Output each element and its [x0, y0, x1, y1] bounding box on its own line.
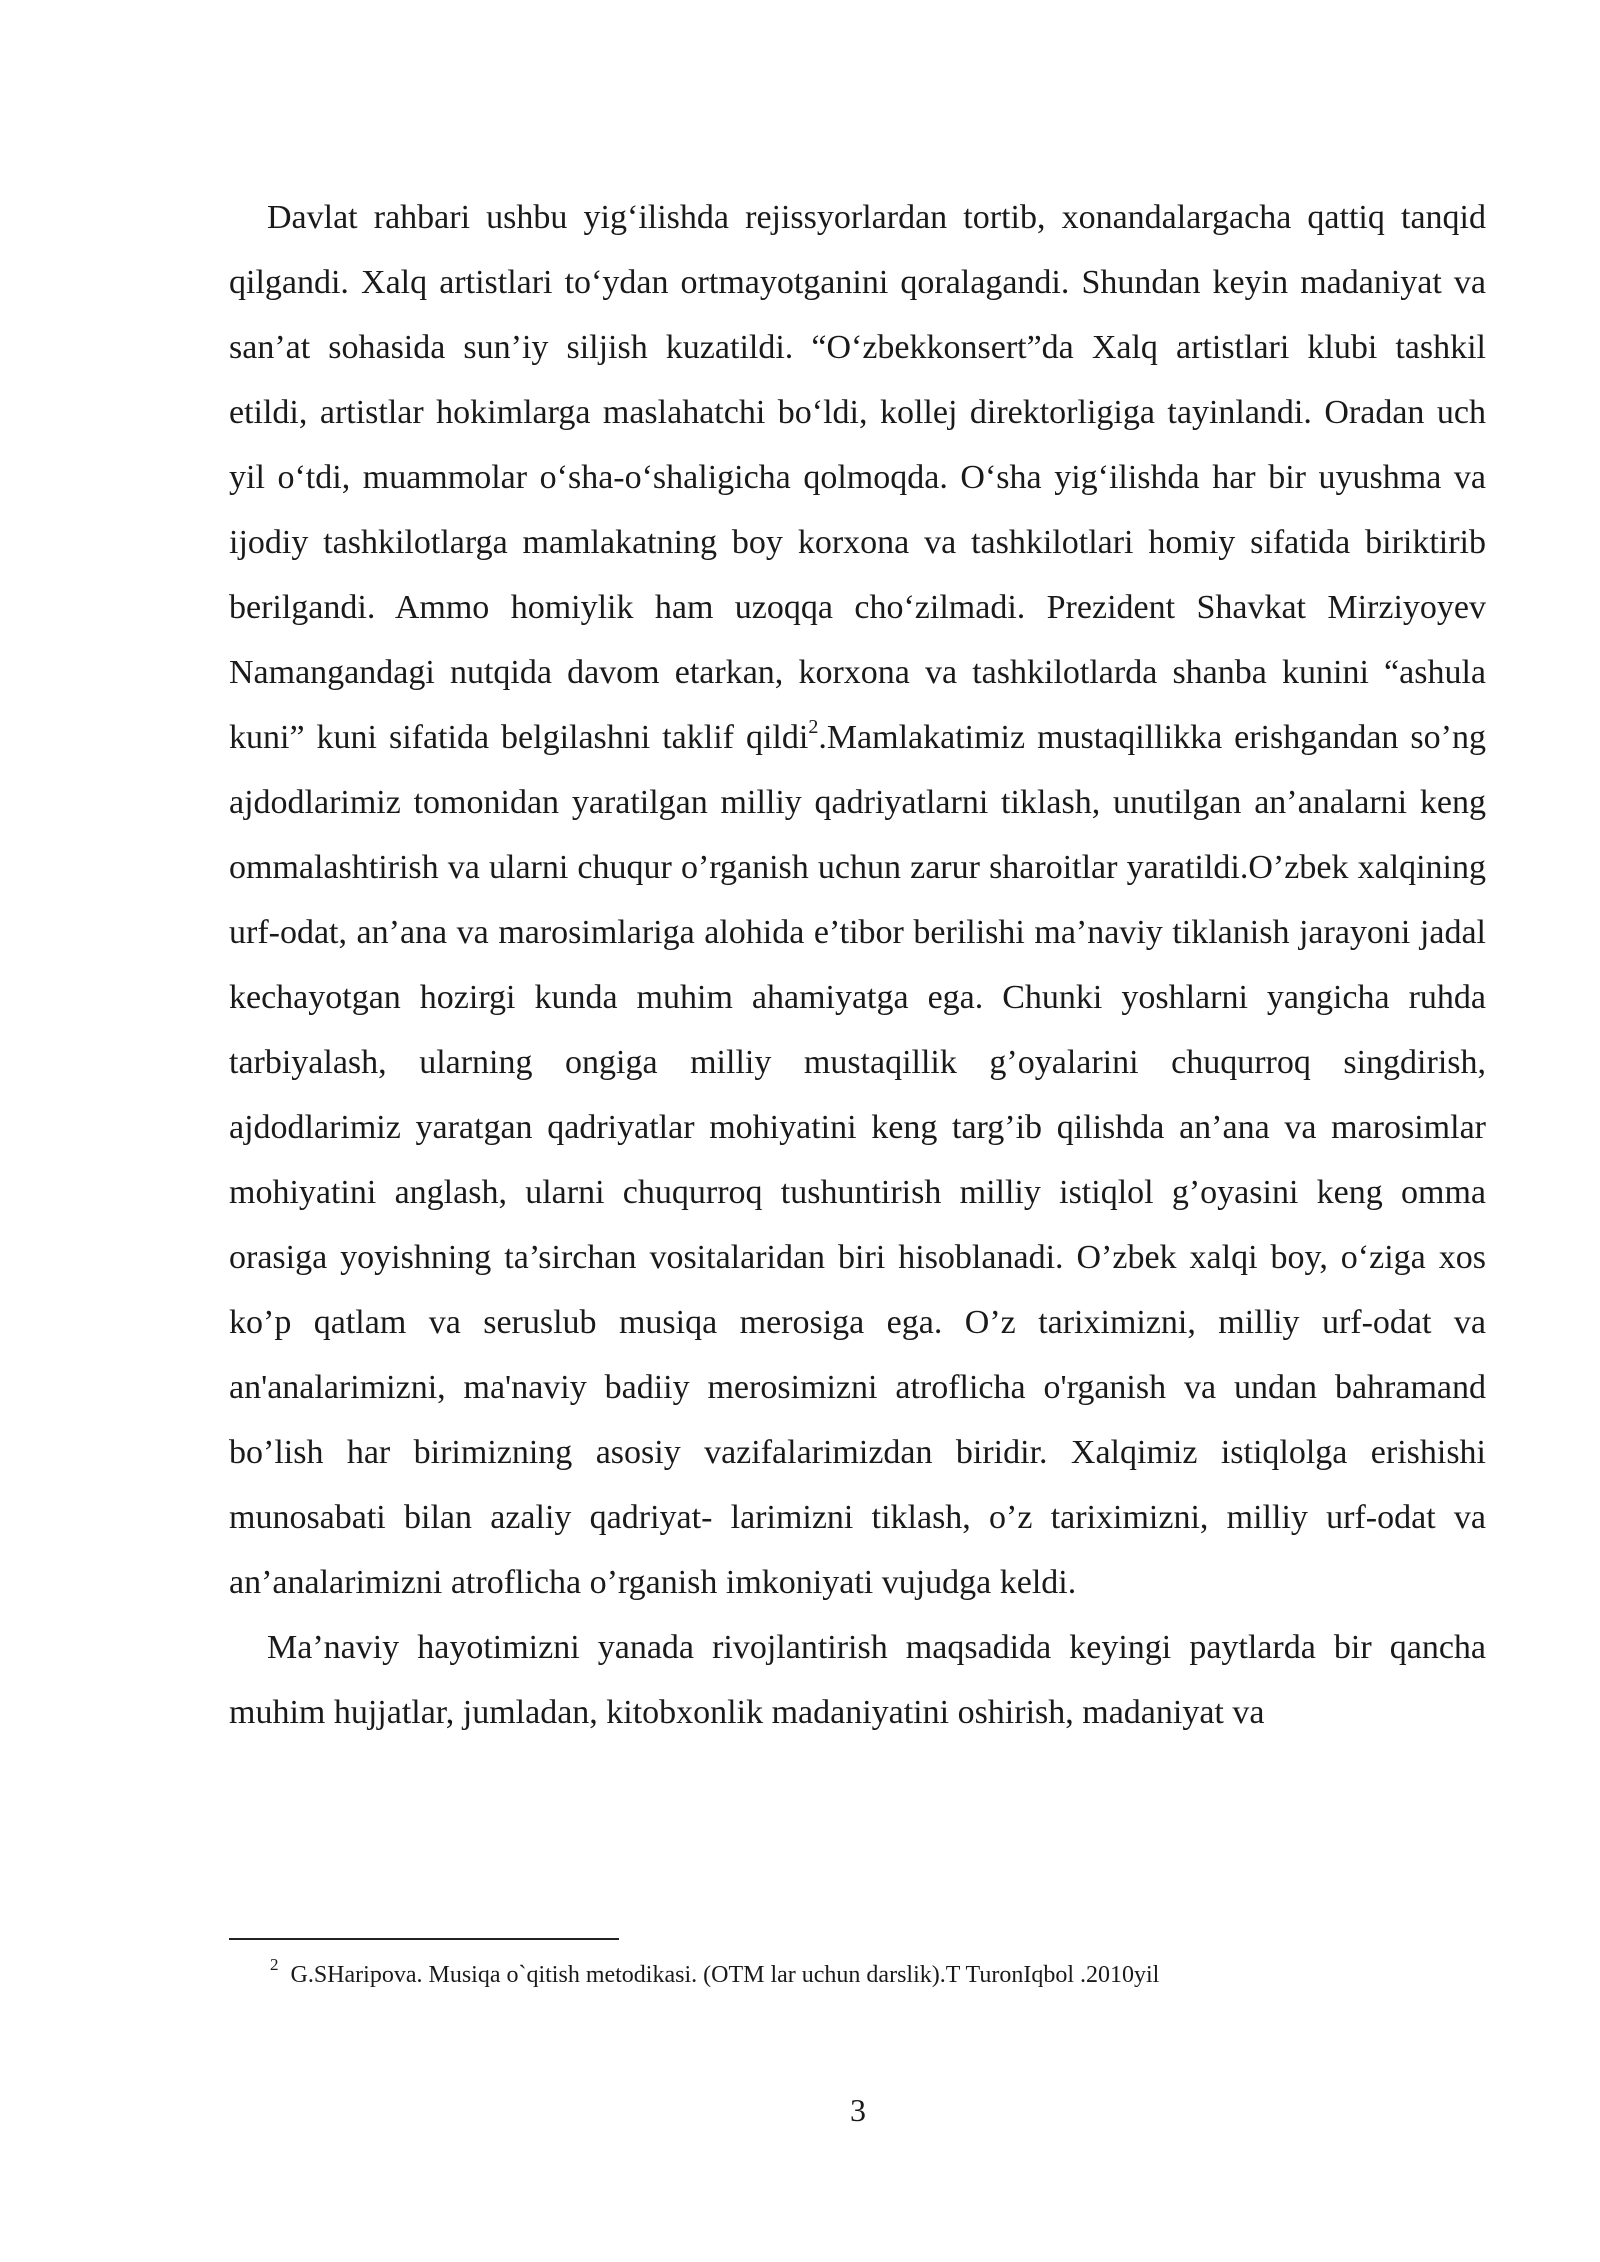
footnote-text: G.SHaripova. Musiqa o`qitish metodikasi. (OTM lar uchun darslik).T TuronIqbol .2010yil: [290, 1962, 1160, 1988]
paragraph-1-text-a: Davlat rahbari ushbu yig‘ilishda rejissyorlardan tortib, xonandalargacha qattiq tanqid qilgandi. Xalq artistlari to‘ydan ortmayotganini qoralagandi. Shundan keyin madaniyat va san’at sohasida sun’iy siljish kuzatildi. “O‘zbekkonsert”da Xalq artistlari klubi tashkil etildi, artistlar hokimlarga maslahatchi bo‘ldi, kollej direktorligiga tayinlandi. Oradan uch yil o‘tdi, muammolar o‘sha-o‘shaligicha qolmoqda. O‘sha yig‘ilishda har bir uyushma va ijodiy tashkilotlarga mamlakatning boy korxona va tashkilotlari homiy sifatida biriktirib berilgandi. Ammo homiylik ham uzoqqa cho‘zilmadi. Prezident Shavkat Mirziyoyev Namangandagi nutqida davom etarkan, korxona va tashkilotlarda shanba kunini “ashula kuni” kuni sifatida belgilashni taklif qildi: [229, 199, 1486, 756]
paragraph-2: Ma’naviy hayotimizni yanada rivojlantirish maqsadida keyingi paytlarda bir qancha muhim hujjatlar, jumladan, kitobxonlik madaniyatini oshirish, madaniyat va: [229, 1629, 1486, 1731]
footnote-reference[interactable]: 2: [808, 716, 819, 738]
footnote-separator: [229, 1938, 619, 1940]
footnote: [270, 1955, 1470, 1992]
footnote-number: 2: [270, 1955, 279, 1975]
paragraph-1: [229, 185, 1486, 1615]
page-number: 3: [850, 2092, 866, 2128]
main-text: [229, 185, 1486, 1745]
paragraph-1-text-b: .Mamlakatimiz mustaqillikka erishgandan so’ng ajdodlarimiz tomonidan yaratilgan milliy qadriyatlarni tiklash, unutilgan an’analarni keng ommalashtirish va ularni chuqur o’rganish uchun zarur sharoitlar yaratildi.O’zbek xalqining urf-odat, an’ana va marosimlariga alohida e’tibor berilishi ma’naviy tiklanish jarayoni jadal kechayotgan hozirgi kunda muhim ahamiyatga ega. Chunki yoshlarni yangicha ruhda tarbiyalash, ularning ongiga milliy mustaqillik g’oyalarini chuqurroq singdirish, ajdodlarimiz yaratgan qadriyatlar mohiyatini keng targ’ib qilishda an’ana va marosimlar mohiyatini anglash, ularni chuqurroq tushuntirish milliy istiqlol g’oyasini keng omma orasiga yoyishning ta’sirchan vositalaridan biri hisoblanadi. O’zbek xalqi boy, o‘ziga xos ko’p qatlam va seruslub musiqa merosiga ega. O’z tariximizni, milliy urf-odat va an'analarimizni, ma'naviy badiiy merosimizni atroflicha o'rganish va undan bahramand bo’lish har birimizning asosiy vazifalarimizdan biridir. Xalqimiz istiqlolga erishishi munosabati bilan azaliy qadriyat- larimizni tiklash, o’z tariximizni, milliy urf-odat va an’analarimizni atroflicha o’rganish imkoniyati vujudga keldi.: [229, 719, 1486, 1601]
